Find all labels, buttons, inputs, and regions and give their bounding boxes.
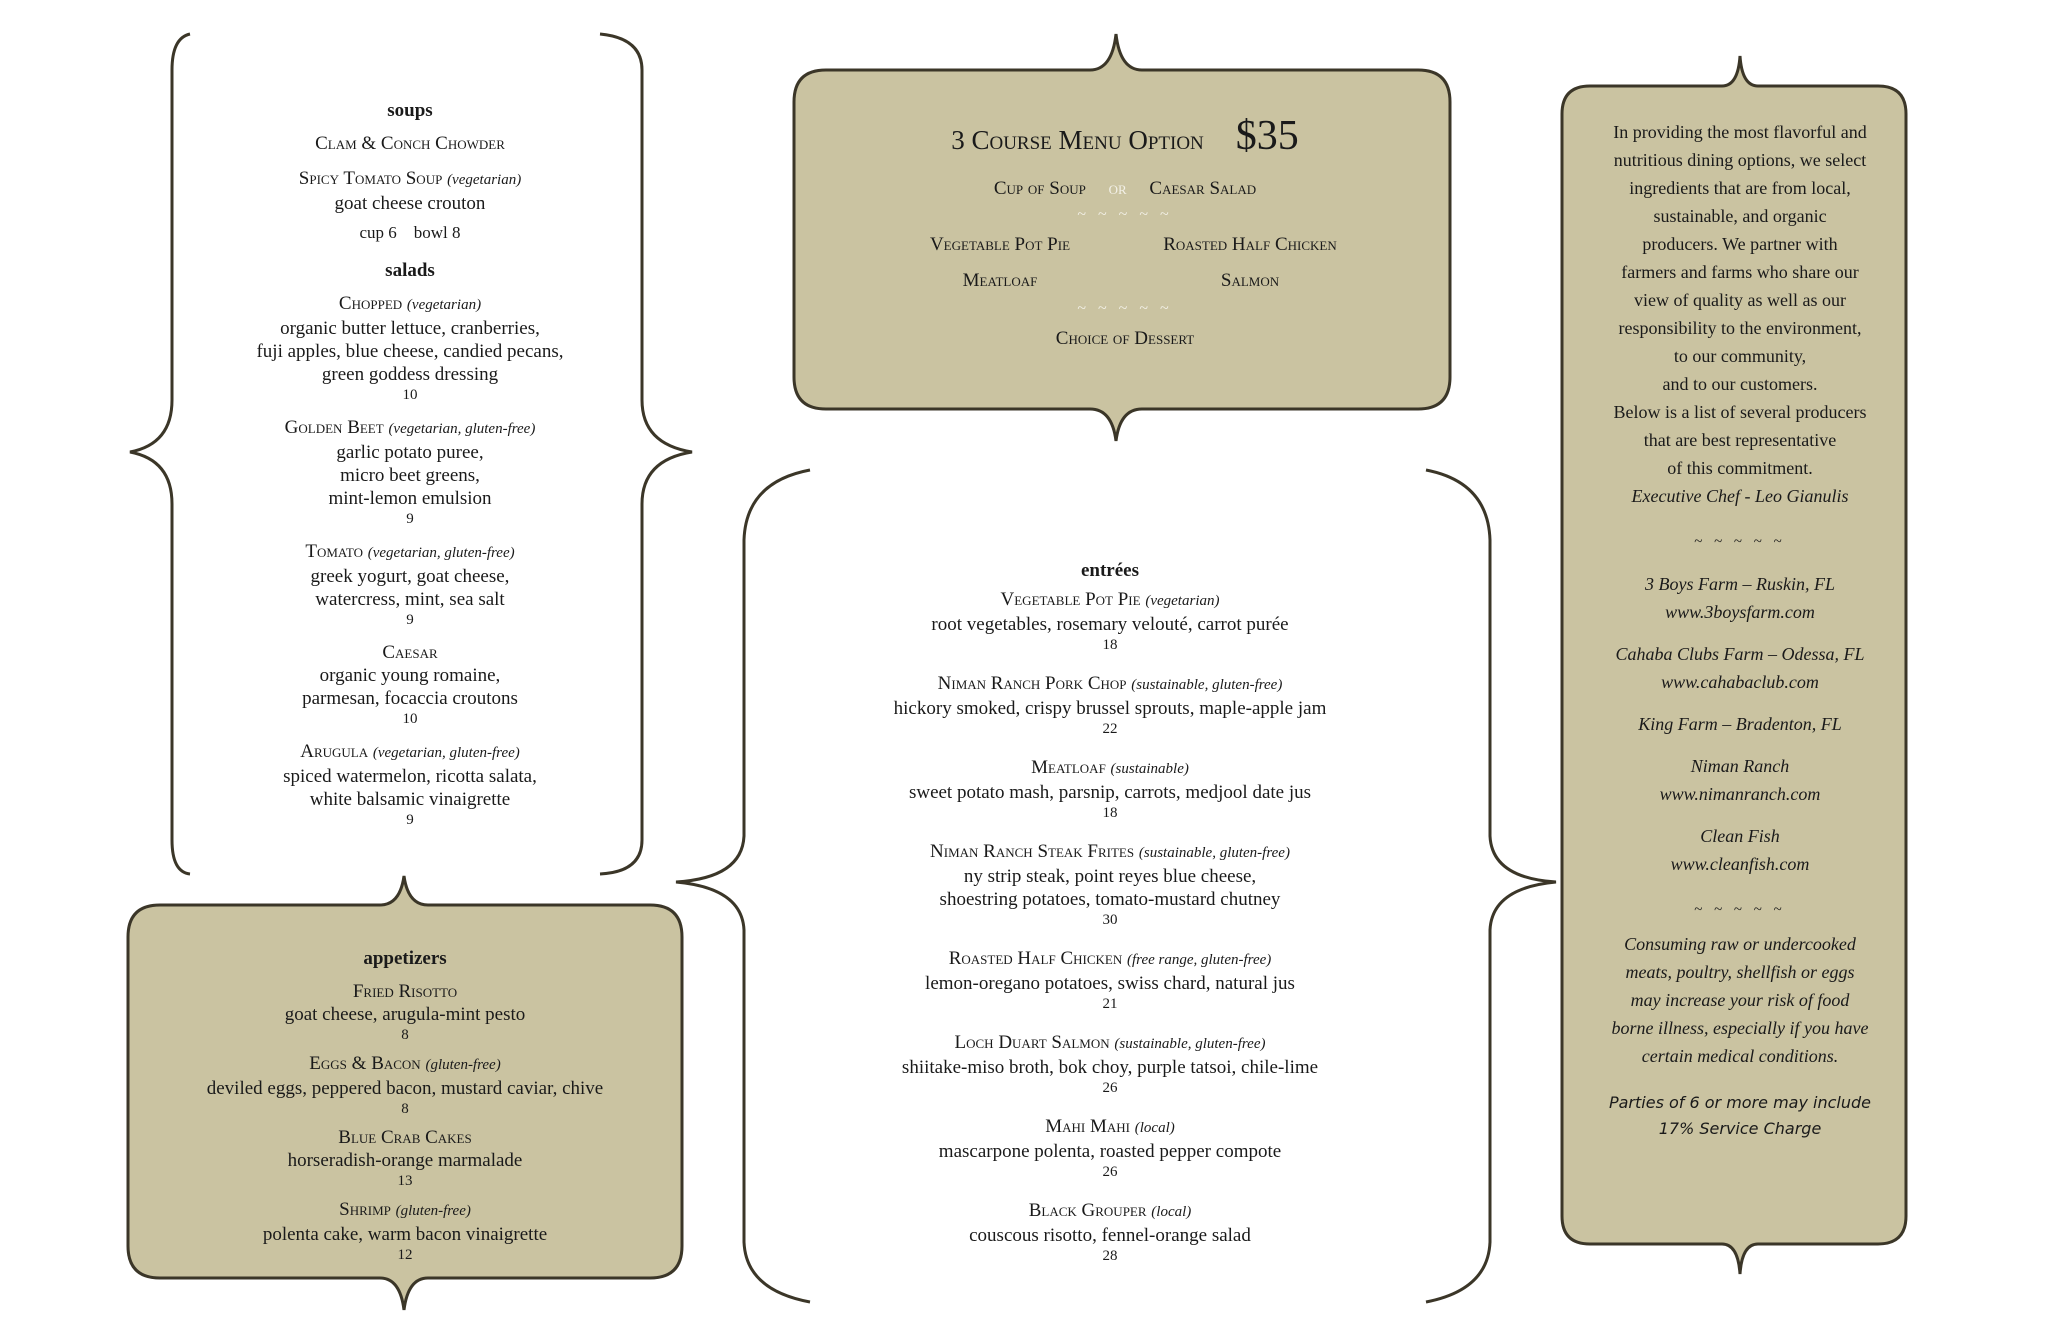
warning-line: Consuming raw or undercooked	[1624, 934, 1856, 954]
farm-name: Clean Fish	[1700, 826, 1780, 846]
menu-item	[860, 840, 1360, 929]
item-description: greek yogurt, goat cheese,	[310, 566, 510, 587]
intro-line: to our community,	[1673, 346, 1807, 366]
main-course-option: Roasted Half Chicken	[1163, 234, 1337, 255]
item-price: 26	[1102, 1164, 1118, 1180]
item-description: couscous risotto, fennel-orange salad	[969, 1225, 1251, 1246]
or-label: or	[1108, 178, 1127, 199]
item-note: (vegetarian, gluten-free)	[372, 745, 520, 761]
salads-heading: salads	[385, 260, 435, 281]
menu-item	[860, 588, 1360, 654]
item-name: Niman Ranch Pork Chop	[937, 673, 1127, 694]
menu-item	[150, 1052, 660, 1118]
item-price: 9	[406, 511, 414, 527]
item-description: white balsamic vinaigrette	[309, 789, 511, 810]
intro-line: sustainable, and organic	[1653, 206, 1827, 226]
item-name: Loch Duart Salmon	[954, 1032, 1110, 1053]
item-description: green goddess dressing	[321, 364, 499, 385]
service-line: 17% Service Charge	[1658, 1119, 1822, 1138]
intro-line: farmers and farms who share our	[1621, 262, 1859, 282]
farm-entry	[1575, 570, 1905, 626]
chef-signature: Executive Chef - Leo Gianulis	[1631, 486, 1849, 506]
item-price: 18	[1102, 805, 1118, 821]
item-description: hickory smoked, crispy brussel sprouts, maple-apple jam	[893, 698, 1327, 719]
item-name: Fried Risotto	[352, 981, 458, 1002]
intro-line: that are best representative	[1643, 430, 1837, 450]
prix-fixe-price: $35	[1235, 113, 1299, 159]
item-description: mascarpone polenta, roasted pepper compote	[938, 1141, 1282, 1162]
menu-item	[230, 416, 590, 528]
menu-item	[150, 1198, 660, 1264]
soup-sizes: cup 6 bowl 8	[359, 223, 461, 242]
farm-url: www.cleanfish.com	[1670, 854, 1810, 874]
item-name: Eggs & Bacon	[309, 1053, 421, 1074]
farm-name: Niman Ranch	[1690, 756, 1790, 776]
item-name: Roasted Half Chicken	[948, 948, 1123, 969]
item-note: (gluten-free)	[395, 1203, 471, 1219]
item-price: 10	[402, 387, 418, 403]
item-price: 9	[406, 612, 414, 628]
item-note: (sustainable, gluten-free)	[1131, 677, 1283, 693]
item-description: deviled eggs, peppered bacon, mustard caviar, chive	[206, 1078, 604, 1099]
item-note: (vegetarian, gluten-free)	[367, 545, 515, 561]
item-description: micro beet greens,	[340, 465, 480, 486]
soups-salads-left-brace	[130, 34, 190, 874]
farm-name: King Farm – Bradenton, FL	[1638, 714, 1842, 734]
menu-item	[230, 132, 590, 155]
menu-item	[860, 947, 1360, 1013]
service-line: Parties of 6 or more may include	[1608, 1093, 1872, 1112]
farm-entry	[1575, 640, 1905, 696]
menu-item	[860, 1115, 1360, 1181]
entrees-heading: entrées	[1080, 560, 1140, 581]
menu-item	[230, 641, 590, 728]
warning-line: borne illness, especially if you have	[1611, 1018, 1869, 1038]
warning-line: may increase your risk of food	[1630, 990, 1850, 1010]
prix-fixe-title: 3 Course Menu Option	[951, 125, 1204, 155]
item-name: Arugula	[300, 741, 369, 762]
item-name: Meatloaf	[1031, 757, 1106, 778]
sourcing-separator: ~ ~ ~ ~ ~	[1694, 534, 1786, 550]
item-price: 10	[402, 711, 418, 727]
intro-line: producers. We partner with	[1642, 234, 1838, 254]
soups-heading: soups	[387, 100, 433, 121]
item-price: 28	[1102, 1248, 1118, 1264]
item-note: (vegetarian)	[406, 297, 482, 313]
item-price: 21	[1102, 996, 1118, 1012]
item-name: Mahi Mahi	[1045, 1116, 1130, 1137]
intro-line: responsibility to the environment,	[1618, 318, 1862, 338]
farm-url: www.3boysfarm.com	[1665, 602, 1815, 622]
item-description: mint-lemon emulsion	[328, 488, 492, 509]
item-note: (local)	[1151, 1204, 1192, 1220]
item-description: spiced watermelon, ricotta salata,	[283, 766, 537, 787]
item-note: (vegetarian)	[447, 172, 522, 188]
farm-url: www.cahabaclub.com	[1661, 672, 1819, 692]
item-note: (vegetarian, gluten-free)	[388, 421, 536, 437]
item-name: Shrimp	[339, 1199, 391, 1220]
item-note: (vegetarian)	[1145, 593, 1220, 609]
item-description: fuji apples, blue cheese, candied pecans,	[256, 341, 564, 362]
menu-item	[860, 672, 1360, 738]
item-price: 18	[1102, 637, 1118, 653]
item-name: Caesar	[382, 642, 438, 663]
prix-fixe-section	[800, 112, 1450, 350]
menu-item	[230, 740, 590, 829]
dessert-course: Choice of Dessert	[1055, 328, 1195, 349]
soups-salads-section	[230, 100, 590, 841]
item-note: (free range, gluten-free)	[1127, 952, 1272, 968]
item-description: organic young romaine,	[319, 665, 501, 686]
item-price: 8	[401, 1101, 409, 1117]
farm-name: 3 Boys Farm – Ruskin, FL	[1645, 574, 1835, 594]
main-course-option: Salmon	[1220, 270, 1280, 291]
item-note: (sustainable)	[1110, 761, 1189, 777]
prix-fixe-separator: ~ ~ ~ ~ ~	[1077, 300, 1173, 317]
item-description: organic butter lettuce, cranberries,	[280, 318, 540, 339]
menu-item	[230, 292, 590, 404]
menu-item	[150, 980, 660, 1044]
item-description: ny strip steak, point reyes blue cheese,	[963, 866, 1257, 887]
item-description: garlic potato puree,	[336, 442, 484, 463]
intro-line: In providing the most flavorful and	[1613, 122, 1867, 142]
first-course-option-a: Cup of Soup	[993, 178, 1086, 199]
intro-line: nutritious dining options, we select	[1613, 150, 1867, 170]
item-description: lemon-oregano potatoes, swiss chard, natural jus	[925, 973, 1295, 994]
warning-line: certain medical conditions.	[1641, 1046, 1839, 1066]
sourcing-section	[1575, 118, 1905, 1142]
menu-item	[230, 167, 590, 215]
item-description: horseradish-orange marmalade	[287, 1150, 523, 1171]
item-description: watercress, mint, sea salt	[315, 589, 505, 610]
item-name: Black Grouper	[1028, 1200, 1147, 1221]
menu-item	[150, 1126, 660, 1190]
item-description: goat cheese, arugula-mint pesto	[284, 1004, 526, 1025]
sourcing-separator: ~ ~ ~ ~ ~	[1694, 902, 1786, 918]
item-description: polenta cake, warm bacon vinaigrette	[262, 1224, 548, 1245]
item-price: 8	[401, 1027, 409, 1043]
farm-url: www.nimanranch.com	[1659, 784, 1821, 804]
main-course-grid	[875, 234, 1375, 292]
sourcing-intro	[1575, 118, 1905, 482]
farm-name: Cahaba Clubs Farm – Odessa, FL	[1615, 644, 1865, 664]
menu-item	[230, 540, 590, 629]
item-note: (gluten-free)	[425, 1057, 501, 1073]
intro-line: and to our customers.	[1662, 374, 1818, 394]
item-price: 22	[1102, 721, 1118, 737]
item-name: Chopped	[338, 293, 403, 314]
item-name: Tomato	[305, 541, 363, 562]
item-note: (sustainable, gluten-free)	[1138, 845, 1290, 861]
item-description: shiitake-miso broth, bok choy, purple tatsoi, chile-lime	[901, 1057, 1319, 1078]
warning-line: meats, poultry, shellfish or eggs	[1625, 962, 1855, 982]
menu-item	[860, 1199, 1360, 1265]
item-note: (local)	[1134, 1120, 1175, 1136]
item-name: Niman Ranch Steak Frites	[930, 841, 1135, 862]
item-price: 9	[406, 812, 414, 828]
item-name: Vegetable Pot Pie	[1000, 589, 1141, 610]
first-course-row	[800, 178, 1450, 200]
item-description: sweet potato mash, parsnip, carrots, medjool date jus	[908, 782, 1312, 803]
soups-salads-right-brace	[600, 34, 692, 874]
farm-entry	[1575, 822, 1905, 878]
item-description: shoestring potatoes, tomato-mustard chutney	[939, 889, 1281, 910]
item-price: 30	[1102, 912, 1118, 928]
entrees-left-brace	[676, 470, 810, 1302]
health-warning	[1575, 930, 1905, 1070]
appetizers-section	[150, 948, 660, 1264]
intro-line: ingredients that are from local,	[1629, 178, 1851, 198]
item-price: 12	[397, 1247, 413, 1263]
intro-line: Below is a list of several producers	[1613, 402, 1867, 422]
intro-line: view of quality as well as our	[1634, 290, 1846, 310]
menu-item	[860, 756, 1360, 822]
main-course-option: Meatloaf	[962, 270, 1038, 291]
item-description: root vegetables, rosemary velouté, carrot purée	[931, 614, 1289, 635]
item-name: Golden Beet	[284, 417, 384, 438]
item-price: 13	[397, 1173, 413, 1189]
item-name: Spicy Tomato Soup	[298, 168, 443, 189]
farm-entry	[1575, 710, 1905, 738]
entrees-right-brace	[1426, 470, 1556, 1302]
intro-line: of this commitment.	[1667, 458, 1813, 478]
farm-entry	[1575, 752, 1905, 808]
main-course-option: Vegetable Pot Pie	[929, 234, 1071, 255]
entrees-section	[860, 560, 1360, 1265]
item-description: goat cheese crouton	[334, 193, 486, 214]
item-note: (sustainable, gluten-free)	[1114, 1036, 1266, 1052]
prix-fixe-header	[800, 112, 1450, 160]
prix-fixe-separator: ~ ~ ~ ~ ~	[1077, 206, 1173, 223]
item-price: 26	[1102, 1080, 1118, 1096]
item-name: Clam & Conch Chowder	[315, 133, 505, 154]
appetizers-heading: appetizers	[363, 948, 447, 969]
menu-item	[860, 1031, 1360, 1097]
first-course-option-b: Caesar Salad	[1149, 178, 1257, 199]
item-name: Blue Crab Cakes	[338, 1127, 472, 1148]
service-charge-note	[1575, 1090, 1905, 1142]
item-description: parmesan, focaccia croutons	[302, 688, 518, 709]
